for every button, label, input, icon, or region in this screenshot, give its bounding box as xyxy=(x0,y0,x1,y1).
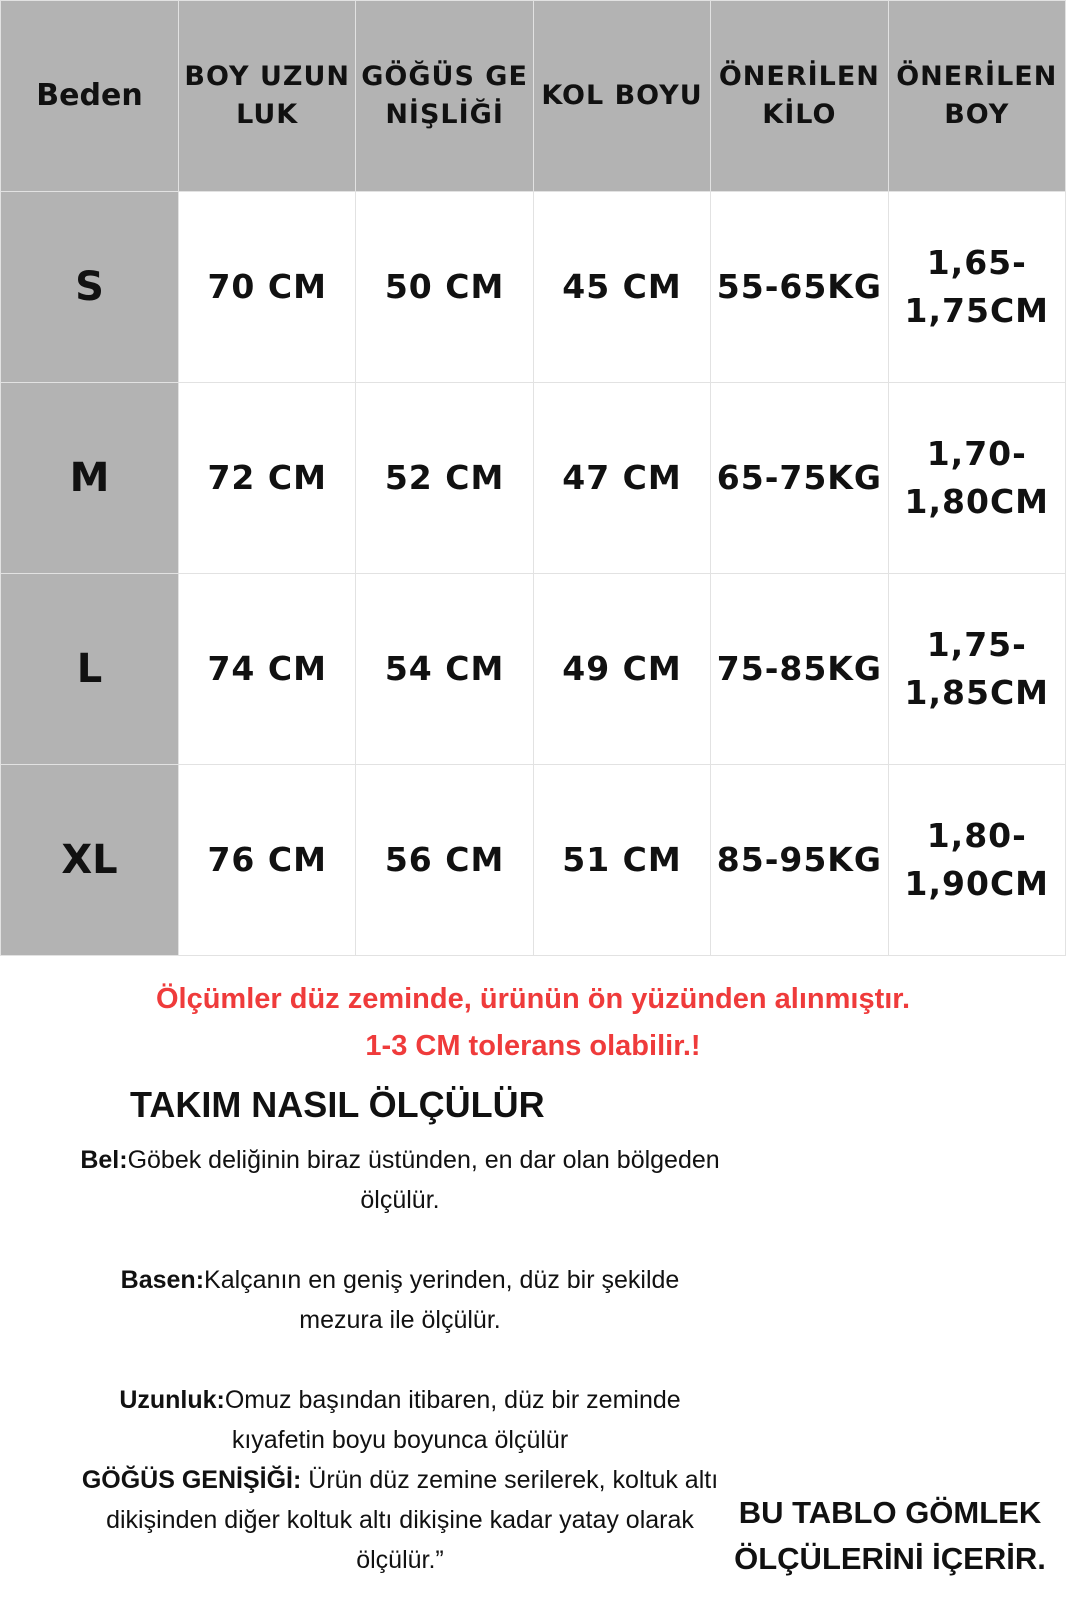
table-cell: 74 CM xyxy=(179,574,356,765)
guide-text: Omuz başından itibaren, düz bir zeminde kıyafetin boyu boyunca ölçülür xyxy=(224,1386,681,1454)
measurement-note: Ölçümler düz zeminde, ürünün ön yüzünden alınmıştır. xyxy=(155,983,911,1015)
table-cell: 76 CM xyxy=(179,765,356,956)
size-cell: L xyxy=(1,574,179,765)
table-cell: 72 CM xyxy=(179,383,356,574)
header-cell: ÖNERİLEN BOY xyxy=(888,1,1065,192)
table-cell: 70 CM xyxy=(179,192,356,383)
table-row xyxy=(1,383,1066,574)
table-cell: 1,70-1,80CM xyxy=(888,383,1065,574)
table-cell: 1,80-1,90CM xyxy=(888,765,1065,956)
table-cell: 1,65-1,75CM xyxy=(888,192,1065,383)
guide-term: Basen: xyxy=(120,1266,205,1294)
table-cell: 50 CM xyxy=(356,192,533,383)
table-cell: 65-75KG xyxy=(711,383,888,574)
tolerance-note: 1-3 CM tolerans olabilir.! xyxy=(365,1030,701,1062)
guide-text: Ürün düz zemine serilerek, koltuk altı dikişinden diğer koltuk altı dikişine kadar yatay olarak ölçülür.” xyxy=(106,1466,719,1574)
table-cell: 56 CM xyxy=(356,765,533,956)
header-cell: Beden xyxy=(1,1,179,192)
guide-term: Bel: xyxy=(80,1146,128,1174)
header-cell: ÖNERİLEN KİLO xyxy=(711,1,888,192)
scope-line: ÖLÇÜLERİNİ İÇERİR. xyxy=(734,1541,1046,1576)
table-header-row xyxy=(1,1,1066,192)
table-cell: 1,75-1,85CM xyxy=(888,574,1065,765)
guide-term: GÖĞÜS GENİŞİĞİ: xyxy=(81,1466,302,1494)
table-cell: 55-65KG xyxy=(711,192,888,383)
header-cell: GÖĞÜS GENİŞLİĞİ xyxy=(356,1,533,192)
table-cell: 45 CM xyxy=(533,192,710,383)
table-cell: 51 CM xyxy=(533,765,710,956)
guide-term: Uzunluk: xyxy=(119,1386,225,1414)
scope-line: BU TABLO GÖMLEK xyxy=(738,1495,1042,1530)
size-cell: S xyxy=(1,192,179,383)
guide-item-gogus xyxy=(80,1460,720,1580)
guide-item-basen xyxy=(80,1260,720,1340)
table-cell: 85-95KG xyxy=(711,765,888,956)
table-cell: 52 CM xyxy=(356,383,533,574)
size-cell: M xyxy=(1,383,179,574)
guide-title: TAKIM NASIL ÖLÇÜLÜR xyxy=(130,1084,545,1125)
header-cell: KOL BOYU xyxy=(533,1,710,192)
guide-text: Kalçanın en geniş yerinden, düz bir şekilde mezura ile ölçülür. xyxy=(204,1266,680,1334)
table-scope-note xyxy=(730,1490,1050,1582)
table-cell: 75-85KG xyxy=(711,574,888,765)
guide-text: Göbek deliğinin biraz üstünden, en dar olan bölgeden ölçülür. xyxy=(127,1146,720,1214)
size-cell: XL xyxy=(1,765,179,956)
table-cell: 49 CM xyxy=(533,574,710,765)
guide-item-uzunluk xyxy=(80,1380,720,1460)
table-row xyxy=(1,574,1066,765)
table-cell: 47 CM xyxy=(533,383,710,574)
header-cell: BOY UZUNLUK xyxy=(179,1,356,192)
table-row xyxy=(1,765,1066,956)
guide-item-bel xyxy=(80,1140,720,1220)
table-row xyxy=(1,192,1066,383)
table-cell: 54 CM xyxy=(356,574,533,765)
